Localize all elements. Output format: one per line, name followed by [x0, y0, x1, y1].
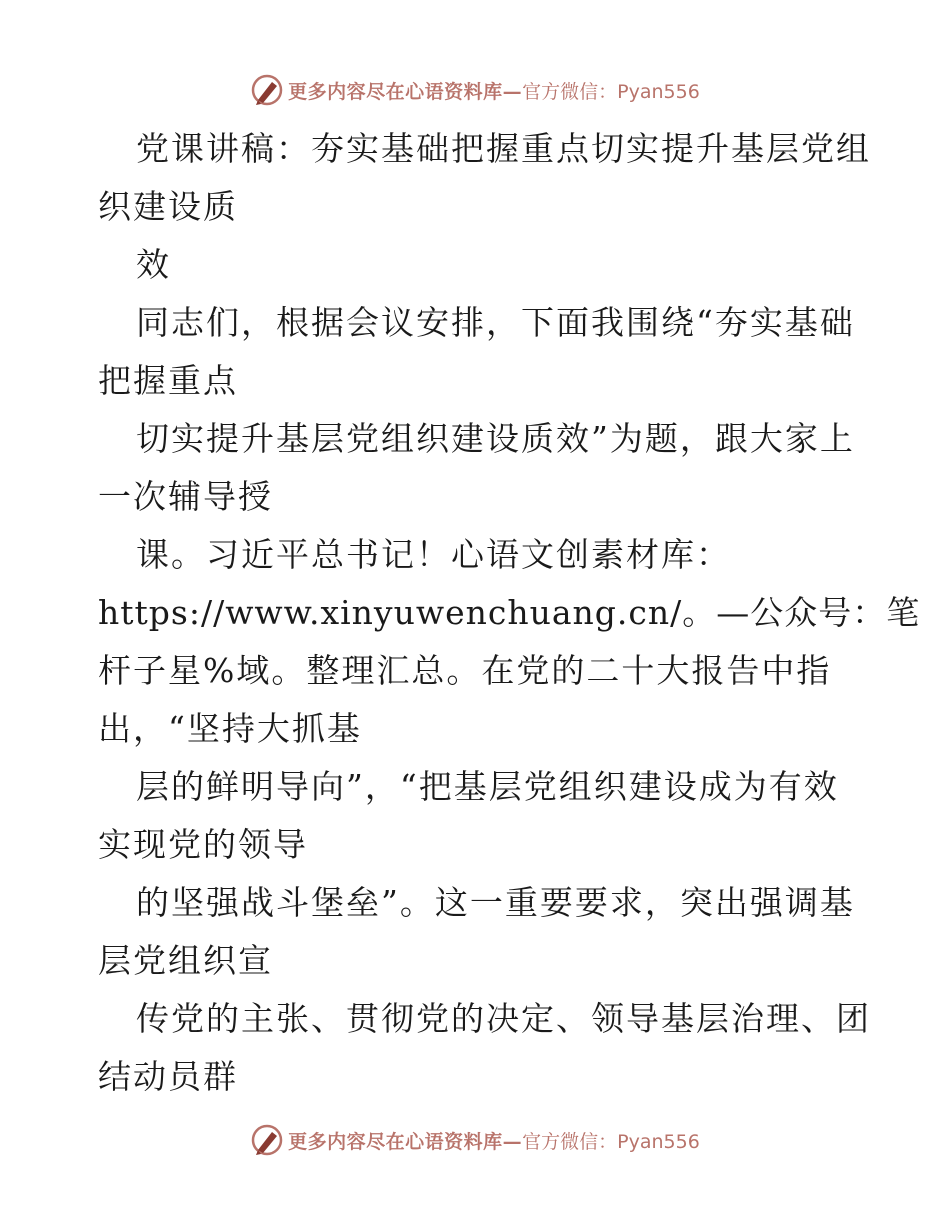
text-line: 层党组织宣 — [98, 941, 273, 980]
banner-text: 更多内容尽在心语资料库— — [288, 80, 523, 103]
text-line: 出，“坚持大抓基 — [98, 709, 362, 748]
banner-contact: 官方微信：Pyan556 — [522, 80, 700, 103]
text-line: 织建设质 — [98, 187, 238, 226]
text-line: 层的鲜明导向”，“把基层党组织建设成为有效 — [136, 767, 839, 806]
text-line: 课。习近平总书记！心语文创素材库： — [136, 535, 731, 574]
text-line: 传党的主张、贯彻党的决定、领导基层治理、团 — [136, 999, 871, 1038]
text-line: 实现党的领导 — [98, 825, 308, 864]
text-line-url: https://www.xinyuwenchuang.cn/。—公众号：笔 — [98, 593, 921, 632]
text-line: 效 — [136, 245, 171, 284]
text-line: 同志们，根据会议安排，下面我围绕“夯实基础 — [136, 303, 855, 342]
text-line: 把握重点 — [98, 361, 238, 400]
text-line: 切实提升基层党组织建设质效”为题，跟大家上 — [136, 419, 855, 458]
title-line: 党课讲稿：夯实基础把握重点切实提升基层党组 — [136, 129, 871, 168]
pen-circle-logo — [250, 73, 284, 107]
text-line: 杆子星%域。整理汇总。在党的二十大报告中指 — [98, 651, 832, 690]
text-line: 一次辅导授 — [98, 477, 273, 516]
text-line: 结动员群 — [98, 1057, 238, 1096]
header-banner — [0, 70, 950, 110]
document-body — [98, 120, 921, 1106]
text-line: 的坚强战斗堡垒”。这一重要要求，突出强调基 — [136, 883, 855, 922]
footer-banner — [0, 1120, 950, 1160]
banner-text: 更多内容尽在心语资料库— — [288, 1130, 523, 1153]
pen-circle-logo — [250, 1123, 284, 1157]
banner-contact: 官方微信：Pyan556 — [522, 1130, 700, 1153]
